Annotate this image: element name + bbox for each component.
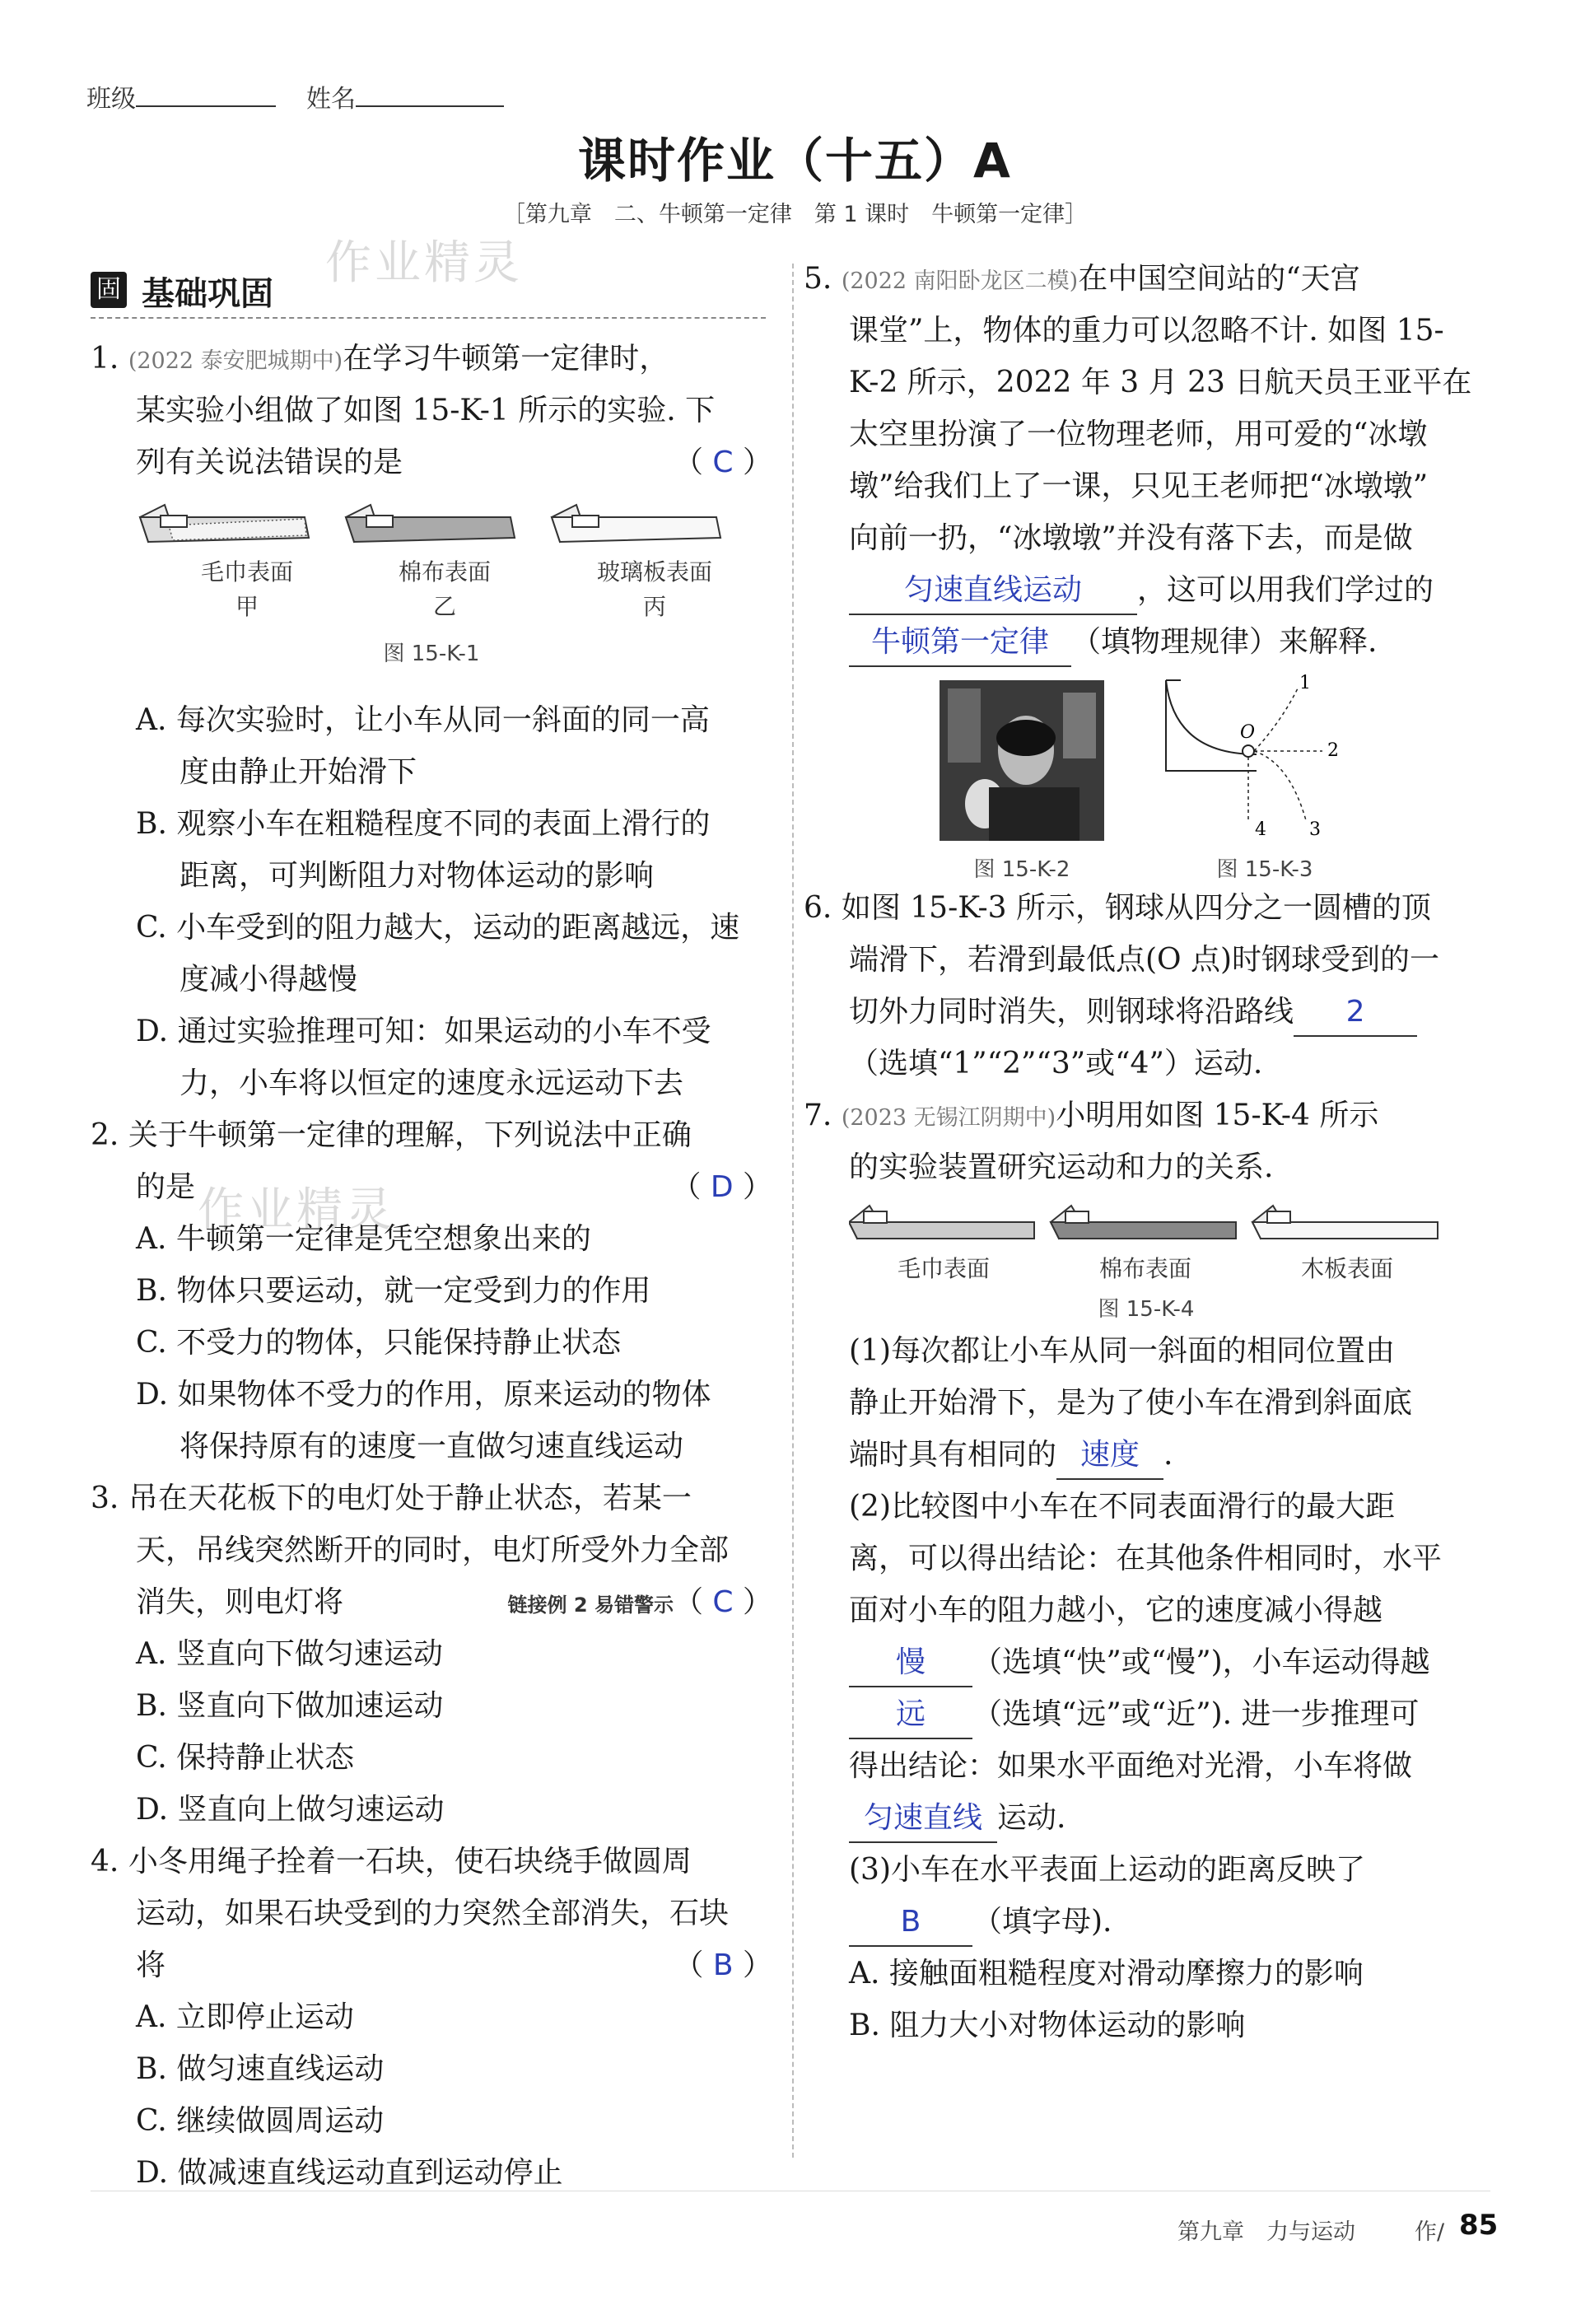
q2-answer-bracket[interactable]: （ D ） xyxy=(671,1170,772,1204)
path-2-label: 2 xyxy=(1327,740,1339,761)
path-4-label: 4 xyxy=(1255,819,1266,840)
astronaut-photo-svg xyxy=(940,680,1104,841)
q6-line1 xyxy=(804,882,1489,934)
q3-option-c[interactable]: C. 保持静止状态 xyxy=(136,1741,355,1775)
q6-answer-blank[interactable]: 2 xyxy=(1294,989,1417,1037)
q1-option-a-cont: 度由静止开始滑下 xyxy=(180,755,417,789)
q3-link-tag[interactable]: 链接例 2 易错警示 xyxy=(507,1594,674,1617)
figure-15-k-1 xyxy=(91,488,772,694)
page-subtitle: ［第九章 二、牛顿第一定律 第 1 课时 牛顿第一定律］ xyxy=(502,202,1088,227)
question-number: 7. xyxy=(804,1099,832,1132)
q4-line1 xyxy=(91,1836,772,1888)
page-number: 85 xyxy=(1459,2209,1499,2242)
question-source: (2022 南阳卧龙区二模) xyxy=(841,268,1079,294)
question-number: 2. xyxy=(91,1118,119,1152)
q7-text: （选填“快”或“慢”)，小车运动得越 xyxy=(972,1645,1430,1679)
path-1-label: 1 xyxy=(1299,673,1311,693)
q3-line1 xyxy=(91,1472,772,1524)
q3-option-a[interactable]: A. 竖直向下做匀速运动 xyxy=(136,1637,443,1671)
incline-wood xyxy=(1252,1206,1438,1239)
incline-cotton xyxy=(1051,1206,1236,1239)
q5-stem-line: 太空里扮演了一位物理老师，用可爱的“冰墩 xyxy=(849,418,1428,451)
q1-option-c[interactable]: C. 小车受到的阻力越大，运动的距离越远，速 xyxy=(136,911,740,945)
figure-label: 棉布表面 xyxy=(1098,1255,1191,1282)
incline-cotton xyxy=(346,505,515,542)
q3-stem-line xyxy=(91,1576,772,1628)
q5-blank-line1 xyxy=(804,564,1489,616)
q1-option-b[interactable]: B. 观察小车在粗糙程度不同的表面上滑行的 xyxy=(136,807,711,841)
figure-label: 木板表面 xyxy=(1300,1255,1393,1282)
q7-answer-blank-3[interactable]: 远 xyxy=(849,1692,972,1739)
q5-text: ，这可以用我们学过的 xyxy=(1137,573,1434,607)
figure-caption: 图 15-K-3 xyxy=(1216,857,1313,882)
q5-answer-blank-2[interactable]: 牛顿第一定律 xyxy=(849,619,1071,667)
figure-caption: 图 15-K-2 xyxy=(973,857,1070,882)
q7-part2-line: 面对小车的阻力越小，它的速度减小得越 xyxy=(849,1594,1383,1627)
q4-answer: B xyxy=(712,1948,734,1982)
incline-glass xyxy=(552,505,720,542)
figure-label: 棉布表面 xyxy=(398,558,491,586)
figure-sublabel: 甲 xyxy=(235,593,259,620)
figures-15-k-2-3 xyxy=(804,668,1489,882)
q2-option-d[interactable]: D. 如果物体不受力的作用，原来运动的物体 xyxy=(136,1378,711,1412)
q7-text: （填字母). xyxy=(972,1905,1112,1939)
q1-option-a[interactable]: A. 每次实验时，让小车从同一斜面的同一高 xyxy=(136,703,710,737)
figure-label: 毛巾表面 xyxy=(200,558,293,586)
q6-stem-line: （选填“1”“2”“3”或“4”）运动. xyxy=(849,1047,1263,1080)
path-3-label: 3 xyxy=(1309,819,1321,840)
q5-stem-line: 课堂”上，物体的重力可以忽略不计. 如图 15- xyxy=(849,314,1444,348)
figure-15-k-4 xyxy=(804,1193,1489,1325)
q2-stem-text: 的是 xyxy=(136,1170,196,1204)
footer-prefix: 作/ xyxy=(1415,2219,1445,2245)
q7-part3-blank-line xyxy=(804,1896,1489,1948)
q7-part2-blank-line3 xyxy=(804,1792,1489,1844)
right-column xyxy=(804,253,1489,2051)
q7-part1-line: (1)每次都让小车从同一斜面的相同位置由 xyxy=(849,1334,1395,1368)
q5-stem-line: K-2 所示，2022 年 3 月 23 日航天员王亚平在 xyxy=(849,366,1472,399)
q7-answer-blank-1[interactable]: 速度 xyxy=(1056,1432,1163,1480)
q1-answer: C xyxy=(712,446,734,479)
q3-answer-bracket[interactable]: 链接例 2 易错警示（ C ） xyxy=(507,1585,772,1619)
q7-text: 运动. xyxy=(997,1801,1066,1835)
q7-part2-blank-line1 xyxy=(804,1636,1489,1688)
astronaut-photo xyxy=(940,680,1104,841)
q7-part2-blank-line2 xyxy=(804,1688,1489,1740)
question-number: 3. xyxy=(91,1482,119,1515)
q1-stem-line xyxy=(91,436,772,488)
q1-option-c-cont: 度减小得越慢 xyxy=(180,963,358,996)
q7-text: 端时具有相同的 xyxy=(849,1438,1057,1472)
q4-answer-bracket[interactable]: （ B ） xyxy=(674,1948,772,1982)
q2-option-c[interactable]: C. 不受力的物体，只能保持静止状态 xyxy=(136,1326,622,1360)
q7-part2-line: 得出结论：如果水平面绝对光滑，小车将做 xyxy=(849,1749,1413,1783)
q6-stem-text: 切外力同时消失，则钢球将沿路线 xyxy=(849,995,1294,1029)
q1-answer-bracket[interactable]: （ C ） xyxy=(673,446,772,479)
q7-part2-line: (2)比较图中小车在不同表面滑行的最大距 xyxy=(849,1490,1395,1524)
incline-towel xyxy=(140,505,309,542)
q2-answer: D xyxy=(710,1170,734,1204)
question-number: 4. xyxy=(91,1845,119,1878)
q5-stem-line: 墩”给我们上了一课，只见王老师把“冰墩墩” xyxy=(849,469,1429,503)
q3-stem-text: 吊在天花板下的电灯处于静止状态，若某一 xyxy=(128,1482,692,1515)
footer-chapter: 第九章 力与运动 xyxy=(1177,2219,1355,2245)
q4-option-b[interactable]: B. 做匀速直线运动 xyxy=(136,2052,385,2086)
watermark: 作业精灵 xyxy=(198,1183,395,1237)
q7-line1 xyxy=(804,1090,1489,1141)
q3-stem-text: 消失，则电灯将 xyxy=(136,1585,344,1619)
column-divider xyxy=(792,264,794,2158)
q7-option-b[interactable]: B. 阻力大小对物体运动的影响 xyxy=(849,2009,1246,2042)
q5-blank-line2 xyxy=(804,616,1489,668)
name-label: 姓名 xyxy=(306,85,356,114)
groove-diagram xyxy=(1141,672,1355,845)
q4-option-c[interactable]: C. 继续做圆周运动 xyxy=(136,2104,385,2138)
question-source: (2023 无锡江阴期中) xyxy=(841,1105,1056,1131)
class-label: 班级 xyxy=(86,85,136,114)
q1-stem-line: 某实验小组做了如图 15-K-1 所示的实验. 下 xyxy=(136,394,716,427)
q7-part3-line: (3)小车在水平表面上运动的距离反映了 xyxy=(849,1853,1365,1887)
q1-stem-text: 列有关说法错误的是 xyxy=(136,446,403,479)
section-divider xyxy=(91,317,766,319)
question-number: 5. xyxy=(804,262,832,296)
q1-line1 xyxy=(91,333,772,385)
q5-line1 xyxy=(804,253,1489,305)
q4-stem-line xyxy=(91,1939,772,1991)
q7-stem-text: 小明用如图 15-K-4 所示 xyxy=(1056,1099,1379,1132)
q1-option-d-cont: 力，小车将以恒定的速度永远运动下去 xyxy=(180,1066,684,1100)
section-icon: 固 xyxy=(91,272,127,308)
left-column xyxy=(91,333,772,2199)
question-source: (2022 泰安肥城期中) xyxy=(128,348,343,374)
q7-part2-line: 离，可以得出结论：在其他条件相同时，水平 xyxy=(849,1542,1443,1575)
q2-option-d-cont: 将保持原有的速度一直做匀速直线运动 xyxy=(180,1430,684,1463)
name-blank[interactable] xyxy=(356,105,504,107)
q4-option-a[interactable]: A. 立即停止运动 xyxy=(136,2000,354,2034)
class-blank[interactable] xyxy=(136,105,276,107)
q6-blank-line xyxy=(804,986,1489,1038)
q4-stem-line: 运动，如果石块受到的力突然全部消失，石块 xyxy=(136,1897,730,1930)
figure-caption: 图 15-K-1 xyxy=(383,642,480,666)
page-title: 课时作业（十五）A xyxy=(578,133,1012,189)
question-number: 1. xyxy=(91,342,119,376)
q3-option-d[interactable]: D. 竖直向上做匀速运动 xyxy=(136,1793,445,1827)
q5-stem-line: 向前一扔，“冰墩墩”并没有落下去，而是做 xyxy=(849,521,1413,555)
q7-answer-blank-4[interactable]: 匀速直线 xyxy=(849,1795,997,1843)
q5-answer-blank-1[interactable]: 匀速直线运动 xyxy=(849,567,1137,615)
q5-text: （填物理规律）来解释. xyxy=(1071,625,1378,659)
q7-part1-blank-line xyxy=(804,1429,1489,1481)
point-o-label: O xyxy=(1240,722,1256,743)
q7-option-a[interactable]: A. 接触面粗糙程度对滑动摩擦力的影响 xyxy=(849,1957,1364,1990)
q1-stem-line: 在学习牛顿第一定律时， xyxy=(343,342,669,376)
q6-stem-line: 端滑下，若滑到最低点(O 点)时钢球受到的一 xyxy=(849,943,1440,977)
name-field xyxy=(306,78,504,114)
section-title: 基础巩固 xyxy=(142,275,273,313)
question-number: 6. xyxy=(804,891,832,925)
figure-label: 玻璃板表面 xyxy=(596,558,712,586)
figure-sublabel: 乙 xyxy=(432,593,456,620)
q4-option-d[interactable]: D. 做减速直线运动直到运动停止 xyxy=(136,2156,563,2190)
q2-stem-text: 关于牛顿第一定律的理解，下列说法中正确 xyxy=(128,1118,692,1152)
incline-towel xyxy=(849,1206,1034,1239)
q7-text: . xyxy=(1163,1438,1173,1472)
q6-stem-text: 如图 15-K-3 所示，钢球从四分之一圆槽的顶 xyxy=(841,891,1432,925)
class-field xyxy=(86,78,276,114)
q7-answer-blank-2[interactable]: 慢 xyxy=(849,1640,972,1687)
figure-sublabel: 丙 xyxy=(642,593,666,620)
q7-text: （选填“远”或“近”). 进一步推理可 xyxy=(972,1697,1420,1731)
q3-answer: C xyxy=(712,1585,734,1619)
q3-stem-line: 天，吊线突然断开的同时，电灯所受外力全部 xyxy=(136,1533,730,1567)
q1-option-b-cont: 距离，可判断阻力对物体运动的影响 xyxy=(180,859,655,893)
q7-answer-blank-5[interactable]: B xyxy=(849,1899,972,1947)
q7-stem-line: 的实验装置研究运动和力的关系. xyxy=(849,1150,1274,1184)
q1-option-d[interactable]: D. 通过实验推理可知：如果运动的小车不受 xyxy=(136,1015,711,1048)
q2-stem-line xyxy=(91,1161,772,1213)
watermark: 作业精灵 xyxy=(325,236,523,290)
figure-label: 毛巾表面 xyxy=(897,1255,990,1282)
q2-option-b[interactable]: B. 物体只要运动，就一定受到力的作用 xyxy=(136,1274,651,1308)
q2-option-a[interactable]: A. 牛顿第一定律是凭空想象出来的 xyxy=(136,1222,591,1256)
q7-part1-line: 静止开始滑下，是为了使小车在滑到斜面底 xyxy=(849,1386,1413,1420)
q4-stem-text: 将 xyxy=(136,1948,166,1982)
q4-stem-text: 小冬用绳子拴着一石块，使石块绕手做圆周 xyxy=(128,1845,692,1878)
q5-stem-text: 在中国空间站的“天宫 xyxy=(1078,262,1360,296)
q3-option-b[interactable]: B. 竖直向下做加速运动 xyxy=(136,1689,444,1723)
figure-caption: 图 15-K-4 xyxy=(1098,1297,1195,1322)
q2-line1 xyxy=(91,1109,772,1161)
